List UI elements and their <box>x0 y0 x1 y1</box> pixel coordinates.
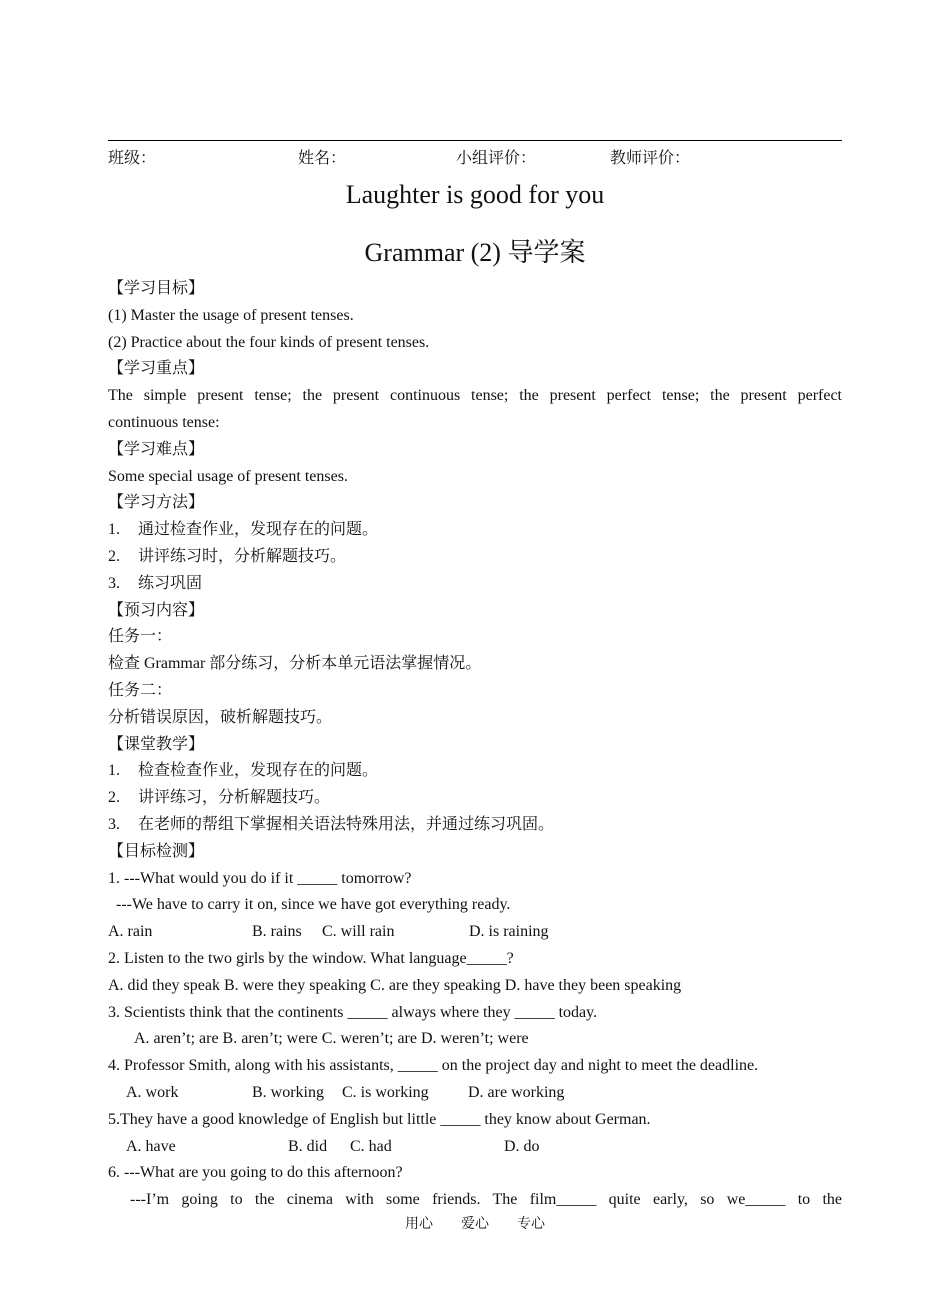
document-body <box>108 276 842 1214</box>
question-2-options: A. did they speak B. were they speaking C. are they speaking D. have they been speaking <box>108 976 682 994</box>
name-label: 姓名： <box>298 150 347 167</box>
preview-heading: 【预习内容】 <box>108 601 205 619</box>
question-1: 1. ---What would you do if it _____ tomorrow? <box>108 869 412 887</box>
task2-label: 任务二： <box>108 681 173 699</box>
goal-item: (2) Practice about the four kinds of present tenses. <box>108 333 430 351</box>
question-1-options <box>108 919 842 946</box>
task1-text: 检查 Grammar 部分练习，分析本单元语法掌握情况。 <box>108 655 482 673</box>
question-3-options: A. aren’t; are B. aren’t; were C. weren’t; are D. weren’t; were <box>134 1030 529 1048</box>
difficulty-heading: 【学习难点】 <box>108 440 205 458</box>
class-heading: 【课堂教学】 <box>108 735 205 753</box>
question-4-options <box>108 1080 842 1107</box>
list-item: 2. 讲评练习时，分析解题技巧。 <box>108 547 347 565</box>
teacher-eval-label: 教师评价： <box>610 150 691 167</box>
goals-heading: 【学习目标】 <box>108 280 205 297</box>
difficulty-text: Some special usage of present tenses. <box>108 467 348 485</box>
option: C. is working <box>342 1083 429 1101</box>
footer-text: 用心 <box>405 1217 433 1232</box>
class-label: 班级： <box>108 150 157 167</box>
list-item: 2. 讲评练习，分析解题技巧。 <box>108 789 331 807</box>
question-4: 4. Professor Smith, along with his assistants, _____ on the project day and night to meet the deadline. <box>108 1057 759 1075</box>
key-text-cont: continuous tense: <box>108 413 220 431</box>
group-eval-label: 小组评价： <box>456 150 537 167</box>
question-2: 2. Listen to the two girls by the window. What language_____? <box>108 949 514 967</box>
student-info-row <box>108 145 842 167</box>
list-item: 3. 在老师的帮组下掌握相关语法特殊用法，并通过练习巩固。 <box>108 815 555 833</box>
document-page <box>108 0 842 1316</box>
task2-text: 分析错误原因，破析解题技巧。 <box>108 708 333 726</box>
option: D. do <box>504 1137 540 1155</box>
option: A. work <box>126 1083 179 1101</box>
option: B. did <box>288 1137 328 1155</box>
option: A. have <box>126 1137 176 1155</box>
footer-text: 爱心 <box>461 1217 489 1232</box>
key-text: The simple present tense; the present continuous tense; the present perfect tense; the present perfect <box>108 387 842 405</box>
option: D. are working <box>468 1083 565 1101</box>
header-rule <box>108 140 842 141</box>
method-heading: 【学习方法】 <box>108 494 205 512</box>
question-5-options <box>108 1134 842 1161</box>
page-title: Laughter is good for you <box>345 180 605 209</box>
option: C. will rain <box>322 923 395 941</box>
page-subtitle: Grammar (2) 导学案 <box>364 238 586 267</box>
list-item: 1. 检查检查作业，发现存在的问题。 <box>108 762 379 780</box>
question-1-reply: ---We have to carry it on, since we have got everything ready. <box>116 896 511 914</box>
option: B. working <box>252 1083 324 1101</box>
task1-label: 任务一： <box>108 628 173 646</box>
goal-item: (1) Master the usage of present tenses. <box>108 306 354 324</box>
question-6: 6. ---What are you going to do this afternoon? <box>108 1164 403 1182</box>
page-footer <box>0 1213 950 1233</box>
footer-text: 专心 <box>517 1217 545 1232</box>
option: C. had <box>350 1137 392 1155</box>
list-item: 1. 通过检查作业，发现存在的问题。 <box>108 521 379 539</box>
list-item: 3. 练习巩固 <box>108 574 203 592</box>
option: A. rain <box>108 923 153 941</box>
test-heading: 【目标检测】 <box>108 842 205 860</box>
question-3: 3. Scientists think that the continents _____ always where they _____ today. <box>108 1003 598 1021</box>
option: D. is raining <box>469 923 549 941</box>
key-heading: 【学习重点】 <box>108 360 205 378</box>
question-6-reply: ---I’m going to the cinema with some friends. The film_____ quite early, so we_____ to the <box>130 1191 842 1209</box>
question-5: 5.They have a good knowledge of English but little _____ they know about German. <box>108 1110 651 1128</box>
option: B. rains <box>252 923 302 941</box>
